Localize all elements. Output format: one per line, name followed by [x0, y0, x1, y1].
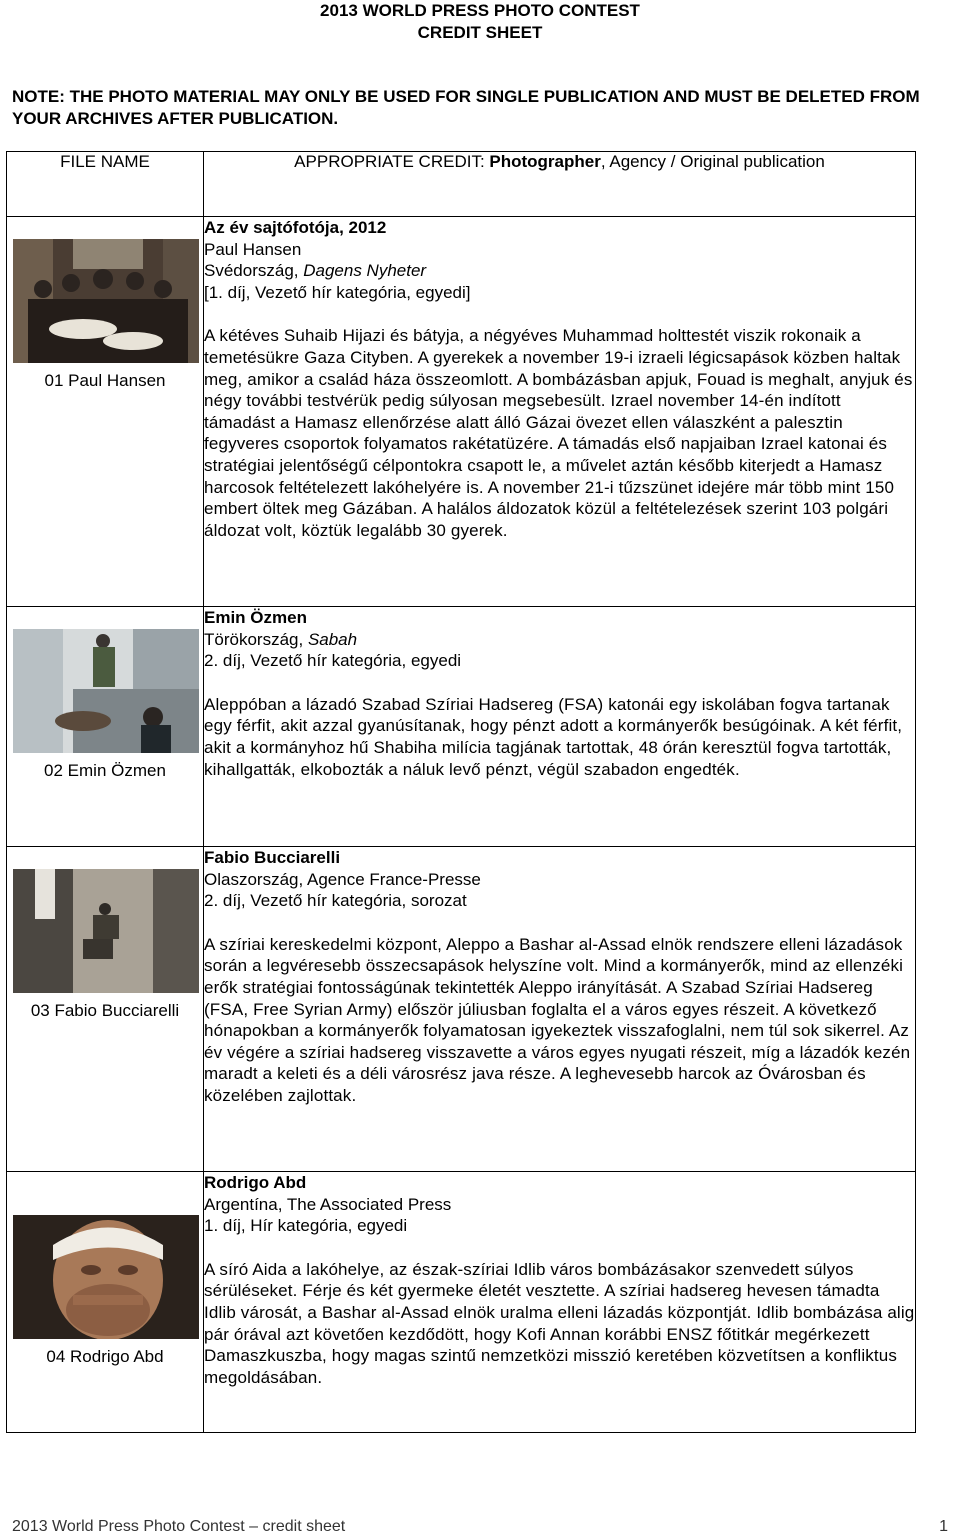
- photographer-name: Fabio Bucciarelli: [204, 848, 341, 867]
- photo-description: A kétéves Suhaib Hijazi és bátyja, a négyéves Muhammad holttestét viszik rokonaik a temetésükre Gaza Cityben. A gyerekek a november 19-i izraeli légicsapások közben haltak meg, amikor a család háza összeomlott. A bombázásban apjuk, Fouad is meghalt, anyjuk és négy további testvérük pedig súlyosan megsebesült. Izrael november 14-én indított támadást a Hamasz ellenőrzése alatt álló Gázai övezet ellen válaszként a palesztin fegyveres csoportok folyamatos rakétatüzére. A támadás első napjaiban Izrael katonai és stratégiai jelentőségű célpontokra csapott le, a művelet aztán később kiterjedt a Hamasz harcosok feltételezett lakóhelyére is. A november 21-i tűzszünet idejére már több mint 150 embert öltek meg Gázában. A halálos áldozatok közül a feltételezések szerint 103 polgári áldozat volt, köztük legalább 30 gyerek.: [204, 326, 913, 540]
- table-row: [7, 1172, 916, 1433]
- photo-description: Aleppóban a lázadó Szabad Szíriai Hadsereg (FSA) katonái egy iskolában fogva tartanak egy férfit, akit azzal gyanúsítanak, hogy pénzt adott a kormányerők besúgóinak. A két férfit, akit a kormányhoz hű Shabiha milícia tagjának tartottak, 48 órán keresztül fogva tartották, kihallgatták, elkobozták a náluk levő pénzt, végül szabadon engedték.: [204, 694, 903, 779]
- country-publication: Argentína, The Associated Press: [204, 1194, 452, 1214]
- file-cell: [7, 607, 204, 847]
- photographer-name: Emin Özmen: [204, 608, 307, 627]
- table-row: [7, 607, 916, 847]
- table-row: [7, 217, 916, 607]
- photo-thumbnail-funeral: [13, 239, 199, 363]
- award-category: 2. díj, Vezető hír kategória, egyedi: [204, 651, 462, 671]
- document-title: [0, 0, 960, 44]
- credit-cell: [204, 607, 916, 847]
- credit-header: APPROPRIATE CREDIT: Photographer, Agency / Original publication: [204, 152, 916, 217]
- file-name: 01 Paul Hansen: [44, 371, 166, 390]
- footer-text: 2013 World Press Photo Contest – credit sheet: [12, 1518, 346, 1535]
- photo-thumbnail-crying-woman: [13, 1215, 199, 1339]
- file-cell: [7, 847, 204, 1172]
- table-header-row: [7, 152, 916, 217]
- file-name-header: FILE NAME: [7, 152, 204, 217]
- photo-description: A síró Aida a lakóhelye, az észak-szíriai Idlib város bombázásakor szenvedett súlyos sérüléseket. Férje és két gyermeke életét vesztette. A szíriai hadsereg hevesen támadta Idlib városát, a Bashar al-Assad elnök uralma elleni lázadás központját. Idlib bombázása alig pár órával azt követően kezdődött, hogy Kofi Annan korábbi ENSZ főtitkár megérkezett Damaszkuszba, hogy magas szintű nemzetközi misszió keretében közvetítsen a konfliktus megoldásában.: [204, 1259, 915, 1387]
- award-category: [1. díj, Vezető hír kategória, egyedi]: [204, 282, 471, 302]
- credit-cell: [204, 217, 916, 607]
- photo-thumbnail-aleppo-street: [13, 869, 199, 993]
- file-cell: [7, 217, 204, 607]
- award-category: 1. díj, Hír kategória, egyedi: [204, 1216, 408, 1236]
- credit-cell: [204, 847, 916, 1172]
- usage-note: NOTE: THE PHOTO MATERIAL MAY ONLY BE USED FOR SINGLE PUBLICATION AND MUST BE DELETED FROM YOUR ARCHIVES AFTER PUBLICATION.: [12, 87, 920, 128]
- file-cell: [7, 1172, 204, 1433]
- page-number: 1: [939, 1518, 948, 1535]
- file-name: 04 Rodrigo Abd: [46, 1347, 164, 1366]
- country-publication: Olaszország, Agence France-Presse: [204, 869, 481, 889]
- title-line-2: CREDIT SHEET: [417, 23, 543, 42]
- title-line-1: 2013 WORLD PRESS PHOTO CONTEST: [320, 1, 640, 20]
- photographer-name: Rodrigo Abd: [204, 1173, 307, 1192]
- award-category: 2. díj, Vezető hír kategória, sorozat: [204, 891, 467, 911]
- award-title: Az év sajtófotója, 2012: [204, 218, 387, 237]
- credit-table: [6, 151, 916, 1433]
- table-row: [7, 847, 916, 1172]
- credit-cell: [204, 1172, 916, 1433]
- photo-description: A szíriai kereskedelmi központ, Aleppo a Bashar al-Assad elnök rendszere elleni lázadások során a legvéresebb összecsapások helyszíne volt. Mind a kormányerők, mind az ellenzéki erők stratégiai fontosságúnak tekintették Aleppo irányítását. A Szabad Szíriai Hadsereg (FSA, Free Syrian Army) először júliusban foglalta el a város egyes részeit. A következő hónapokban a kormányerők folyamatosan igyekeztek visszafoglalni, nem túl sok sikerrel. Az év végére a szíriai hadsereg visszavette a város egyes nyugati részeit, míg a lázadók kezén maradt a keleti és a déli városrész java része. A leghevesebb harcok az Óvárosban és közelében zajlottak.: [204, 934, 911, 1105]
- country-publication: Törökország, Sabah: [204, 629, 358, 649]
- file-name: 03 Fabio Bucciarelli: [30, 1001, 180, 1020]
- country-publication: Svédország, Dagens Nyheter: [204, 261, 427, 281]
- photographer-name: Paul Hansen: [204, 239, 302, 259]
- file-name: 02 Emin Özmen: [44, 761, 166, 780]
- photo-thumbnail-detainee: [13, 629, 199, 753]
